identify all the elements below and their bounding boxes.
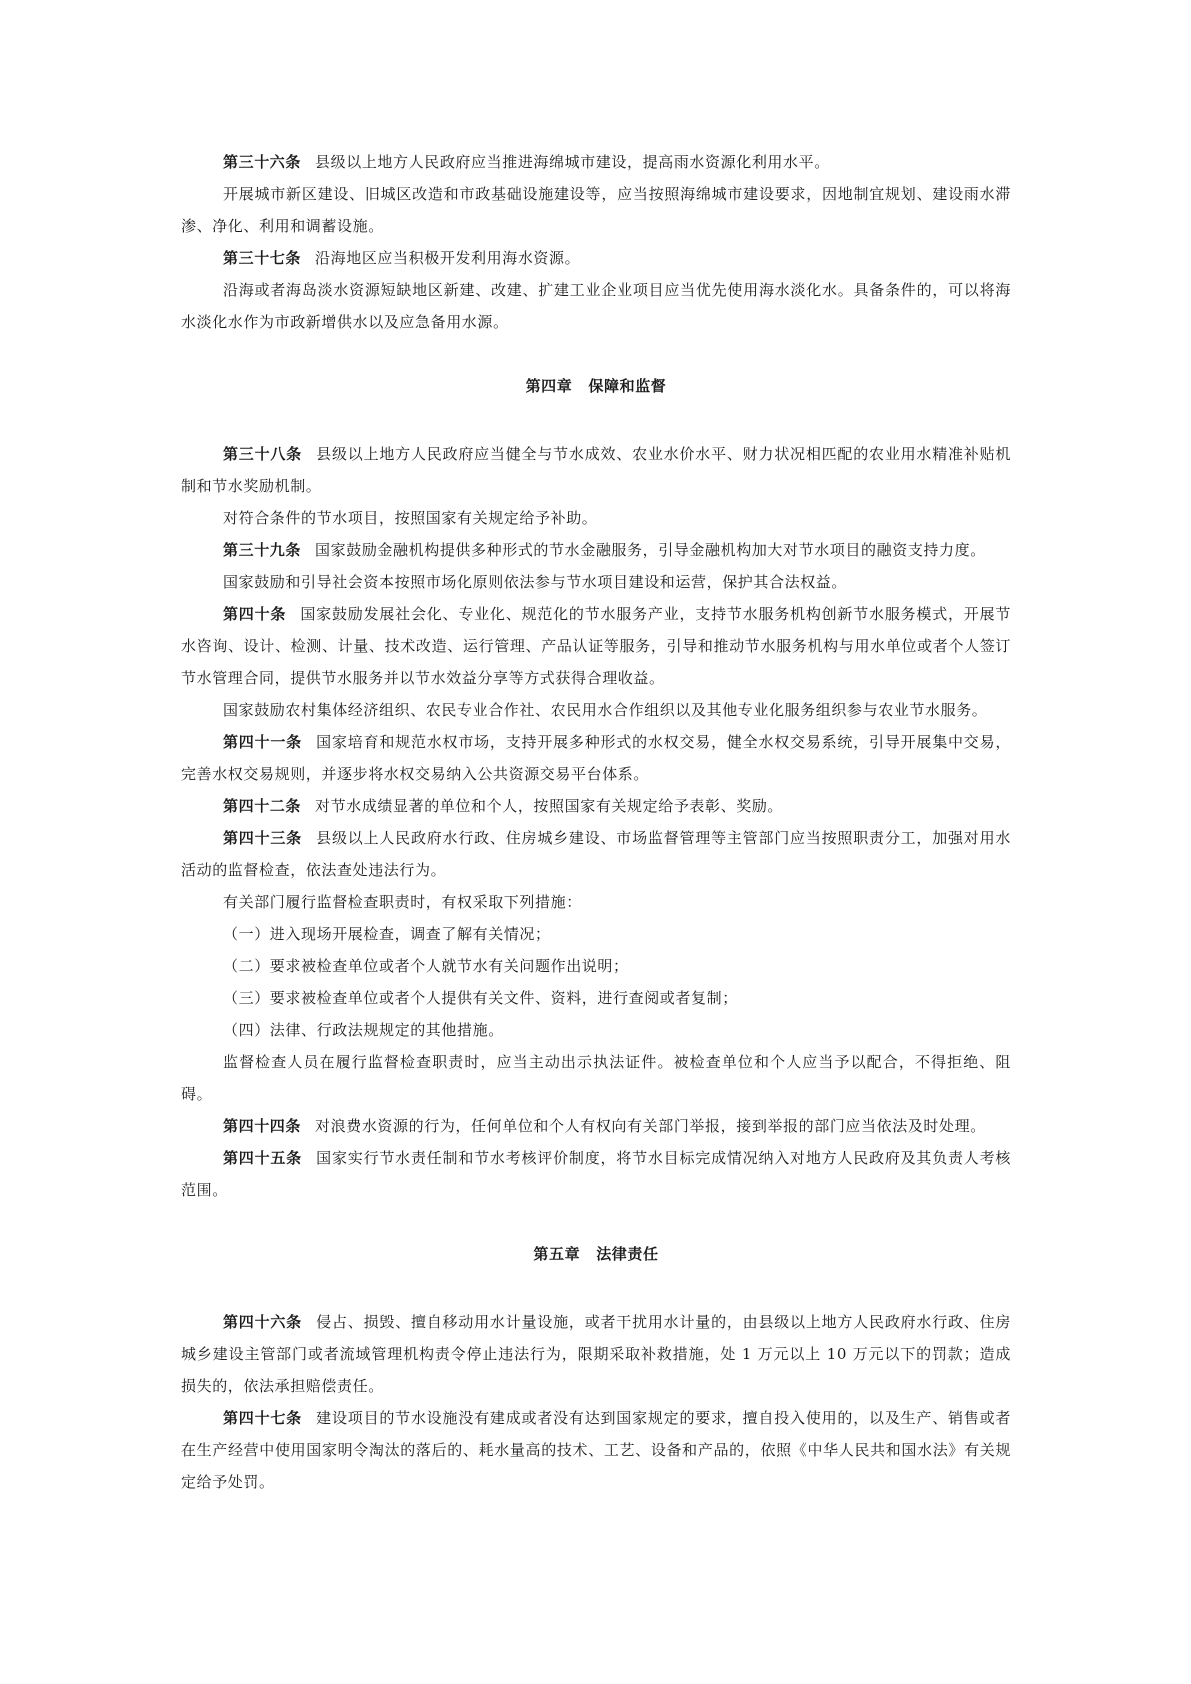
paragraph-text: 国家培育和规范水权市场，支持开展多种形式的水权交易，健全水权交易系统，引导开展集中交易，完善水权交易规则，并逐步将水权交易纳入公共资源交易平台体系。	[181, 733, 1011, 783]
paragraph-text: 对符合条件的节水项目，按照国家有关规定给予补助。	[223, 509, 598, 527]
article-number: 第三十九条	[223, 541, 302, 559]
paragraph-text: 对浪费水资源的行为，任何单位和个人有权向有关部门举报，接到举报的部门应当依法及时处理。	[315, 1117, 986, 1135]
article-number: 第四十三条	[223, 829, 302, 847]
document-body	[181, 146, 1011, 1498]
article-number: 第三十八条	[223, 445, 302, 463]
paragraph-text: 国家鼓励金融机构提供多种形式的节水金融服务，引导金融机构加大对节水项目的融资支持力度。	[315, 541, 986, 559]
article-paragraph	[181, 1142, 1011, 1206]
article-paragraph	[181, 822, 1011, 886]
paragraph	[181, 502, 1011, 534]
paragraph-text: （一）进入现场开展检查，调查了解有关情况；	[223, 925, 551, 943]
chapter-number: 第四章	[525, 377, 573, 395]
article-number: 第三十六条	[223, 153, 302, 171]
article-paragraph	[181, 438, 1011, 502]
paragraph-text: 沿海地区应当积极开发利用海水资源。	[315, 249, 581, 267]
chapter-heading	[181, 374, 1011, 398]
paragraph-text: 国家鼓励发展社会化、专业化、规范化的节水服务产业，支持节水服务机构创新节水服务模式，开展节水咨询、设计、检测、计量、技术改造、运行管理、产品认证等服务，引导和推动节水服务机构与用水单位或者个人签订节水管理合同，提供节水服务并以节水效益分享等方式获得合理收益。	[181, 605, 1011, 687]
article-number: 第四十七条	[223, 1409, 302, 1427]
paragraph-text: 县级以上人民政府水行政、住房城乡建设、市场监督管理等主管部门应当按照职责分工，加强对用水活动的监督检查，依法查处违法行为。	[181, 829, 1011, 879]
article-paragraph	[181, 242, 1011, 274]
article-paragraph	[181, 1306, 1011, 1402]
chapter-number: 第五章	[533, 1245, 581, 1263]
paragraph-text: 侵占、损毁、擅自移动用水计量设施，或者干扰用水计量的，由县级以上地方人民政府水行政、住房城乡建设主管部门或者流域管理机构责令停止违法行为，限期采取补救措施，处 1 万元以上 10 万元以下的罚款；造成损失的，依法承担赔偿责任。	[181, 1313, 1011, 1395]
paragraph	[181, 982, 1011, 1014]
paragraph	[181, 178, 1011, 242]
paragraph-text: （三）要求被检查单位或者个人提供有关文件、资料，进行查阅或者复制；	[223, 989, 738, 1007]
article-paragraph	[181, 790, 1011, 822]
chapter-title: 法律责任	[596, 1245, 659, 1263]
article-paragraph	[181, 534, 1011, 566]
article-paragraph	[181, 146, 1011, 178]
article-number: 第四十条	[223, 605, 287, 623]
paragraph-text: （四）法律、行政法规规定的其他措施。	[223, 1021, 504, 1039]
paragraph-text: （二）要求被检查单位或者个人就节水有关问题作出说明；	[223, 957, 629, 975]
paragraph-text: 沿海或者海岛淡水资源短缺地区新建、改建、扩建工业企业项目应当优先使用海水淡化水。具备条件的，可以将海水淡化水作为市政新增供水以及应急备用水源。	[181, 281, 1011, 331]
paragraph	[181, 1014, 1011, 1046]
paragraph-text: 开展城市新区建设、旧城区改造和市政基础设施建设等，应当按照海绵城市建设要求，因地制宜规划、建设雨水滞渗、净化、利用和调蓄设施。	[181, 185, 1011, 235]
paragraph	[181, 694, 1011, 726]
article-paragraph	[181, 726, 1011, 790]
article-number: 第四十六条	[223, 1313, 302, 1331]
chapter-title: 保障和监督	[588, 377, 667, 395]
article-number: 第四十五条	[223, 1149, 302, 1167]
paragraph-text: 有关部门履行监督检查职责时，有权采取下列措施：	[223, 893, 582, 911]
paragraph-text: 建设项目的节水设施没有建成或者没有达到国家规定的要求，擅自投入使用的，以及生产、销售或者在生产经营中使用国家明令淘汰的落后的、耗水量高的技术、工艺、设备和产品的，依照《中华人民共和国水法》有关规定给予处罚。	[181, 1409, 1011, 1491]
paragraph-text: 国家实行节水责任制和节水考核评价制度，将节水目标完成情况纳入对地方人民政府及其负责人考核范围。	[181, 1149, 1011, 1199]
paragraph	[181, 274, 1011, 338]
paragraph-text: 监督检查人员在履行监督检查职责时，应当主动出示执法证件。被检查单位和个人应当予以配合，不得拒绝、阻碍。	[181, 1053, 1011, 1103]
article-number: 第四十二条	[223, 797, 302, 815]
paragraph	[181, 950, 1011, 982]
article-number: 第三十七条	[223, 249, 302, 267]
paragraph	[181, 1046, 1011, 1110]
paragraph-text: 国家鼓励和引导社会资本按照市场化原则依法参与节水项目建设和运营，保护其合法权益。	[223, 573, 848, 591]
paragraph	[181, 886, 1011, 918]
paragraph-text: 对节水成绩显著的单位和个人，按照国家有关规定给予表彰、奖励。	[315, 797, 784, 815]
paragraph-text: 国家鼓励农村集体经济组织、农民专业合作社、农民用水合作组织以及其他专业化服务组织参与农业节水服务。	[223, 701, 988, 719]
article-paragraph	[181, 1110, 1011, 1142]
paragraph-text: 县级以上地方人民政府应当推进海绵城市建设，提高雨水资源化利用水平。	[315, 153, 830, 171]
paragraph	[181, 918, 1011, 950]
chapter-heading	[181, 1242, 1011, 1266]
article-number: 第四十四条	[223, 1117, 302, 1135]
paragraph-text: 县级以上地方人民政府应当健全与节水成效、农业水价水平、财力状况相匹配的农业用水精准补贴机制和节水奖励机制。	[181, 445, 1011, 495]
article-number: 第四十一条	[223, 733, 302, 751]
paragraph	[181, 566, 1011, 598]
article-paragraph	[181, 1402, 1011, 1498]
article-paragraph	[181, 598, 1011, 694]
